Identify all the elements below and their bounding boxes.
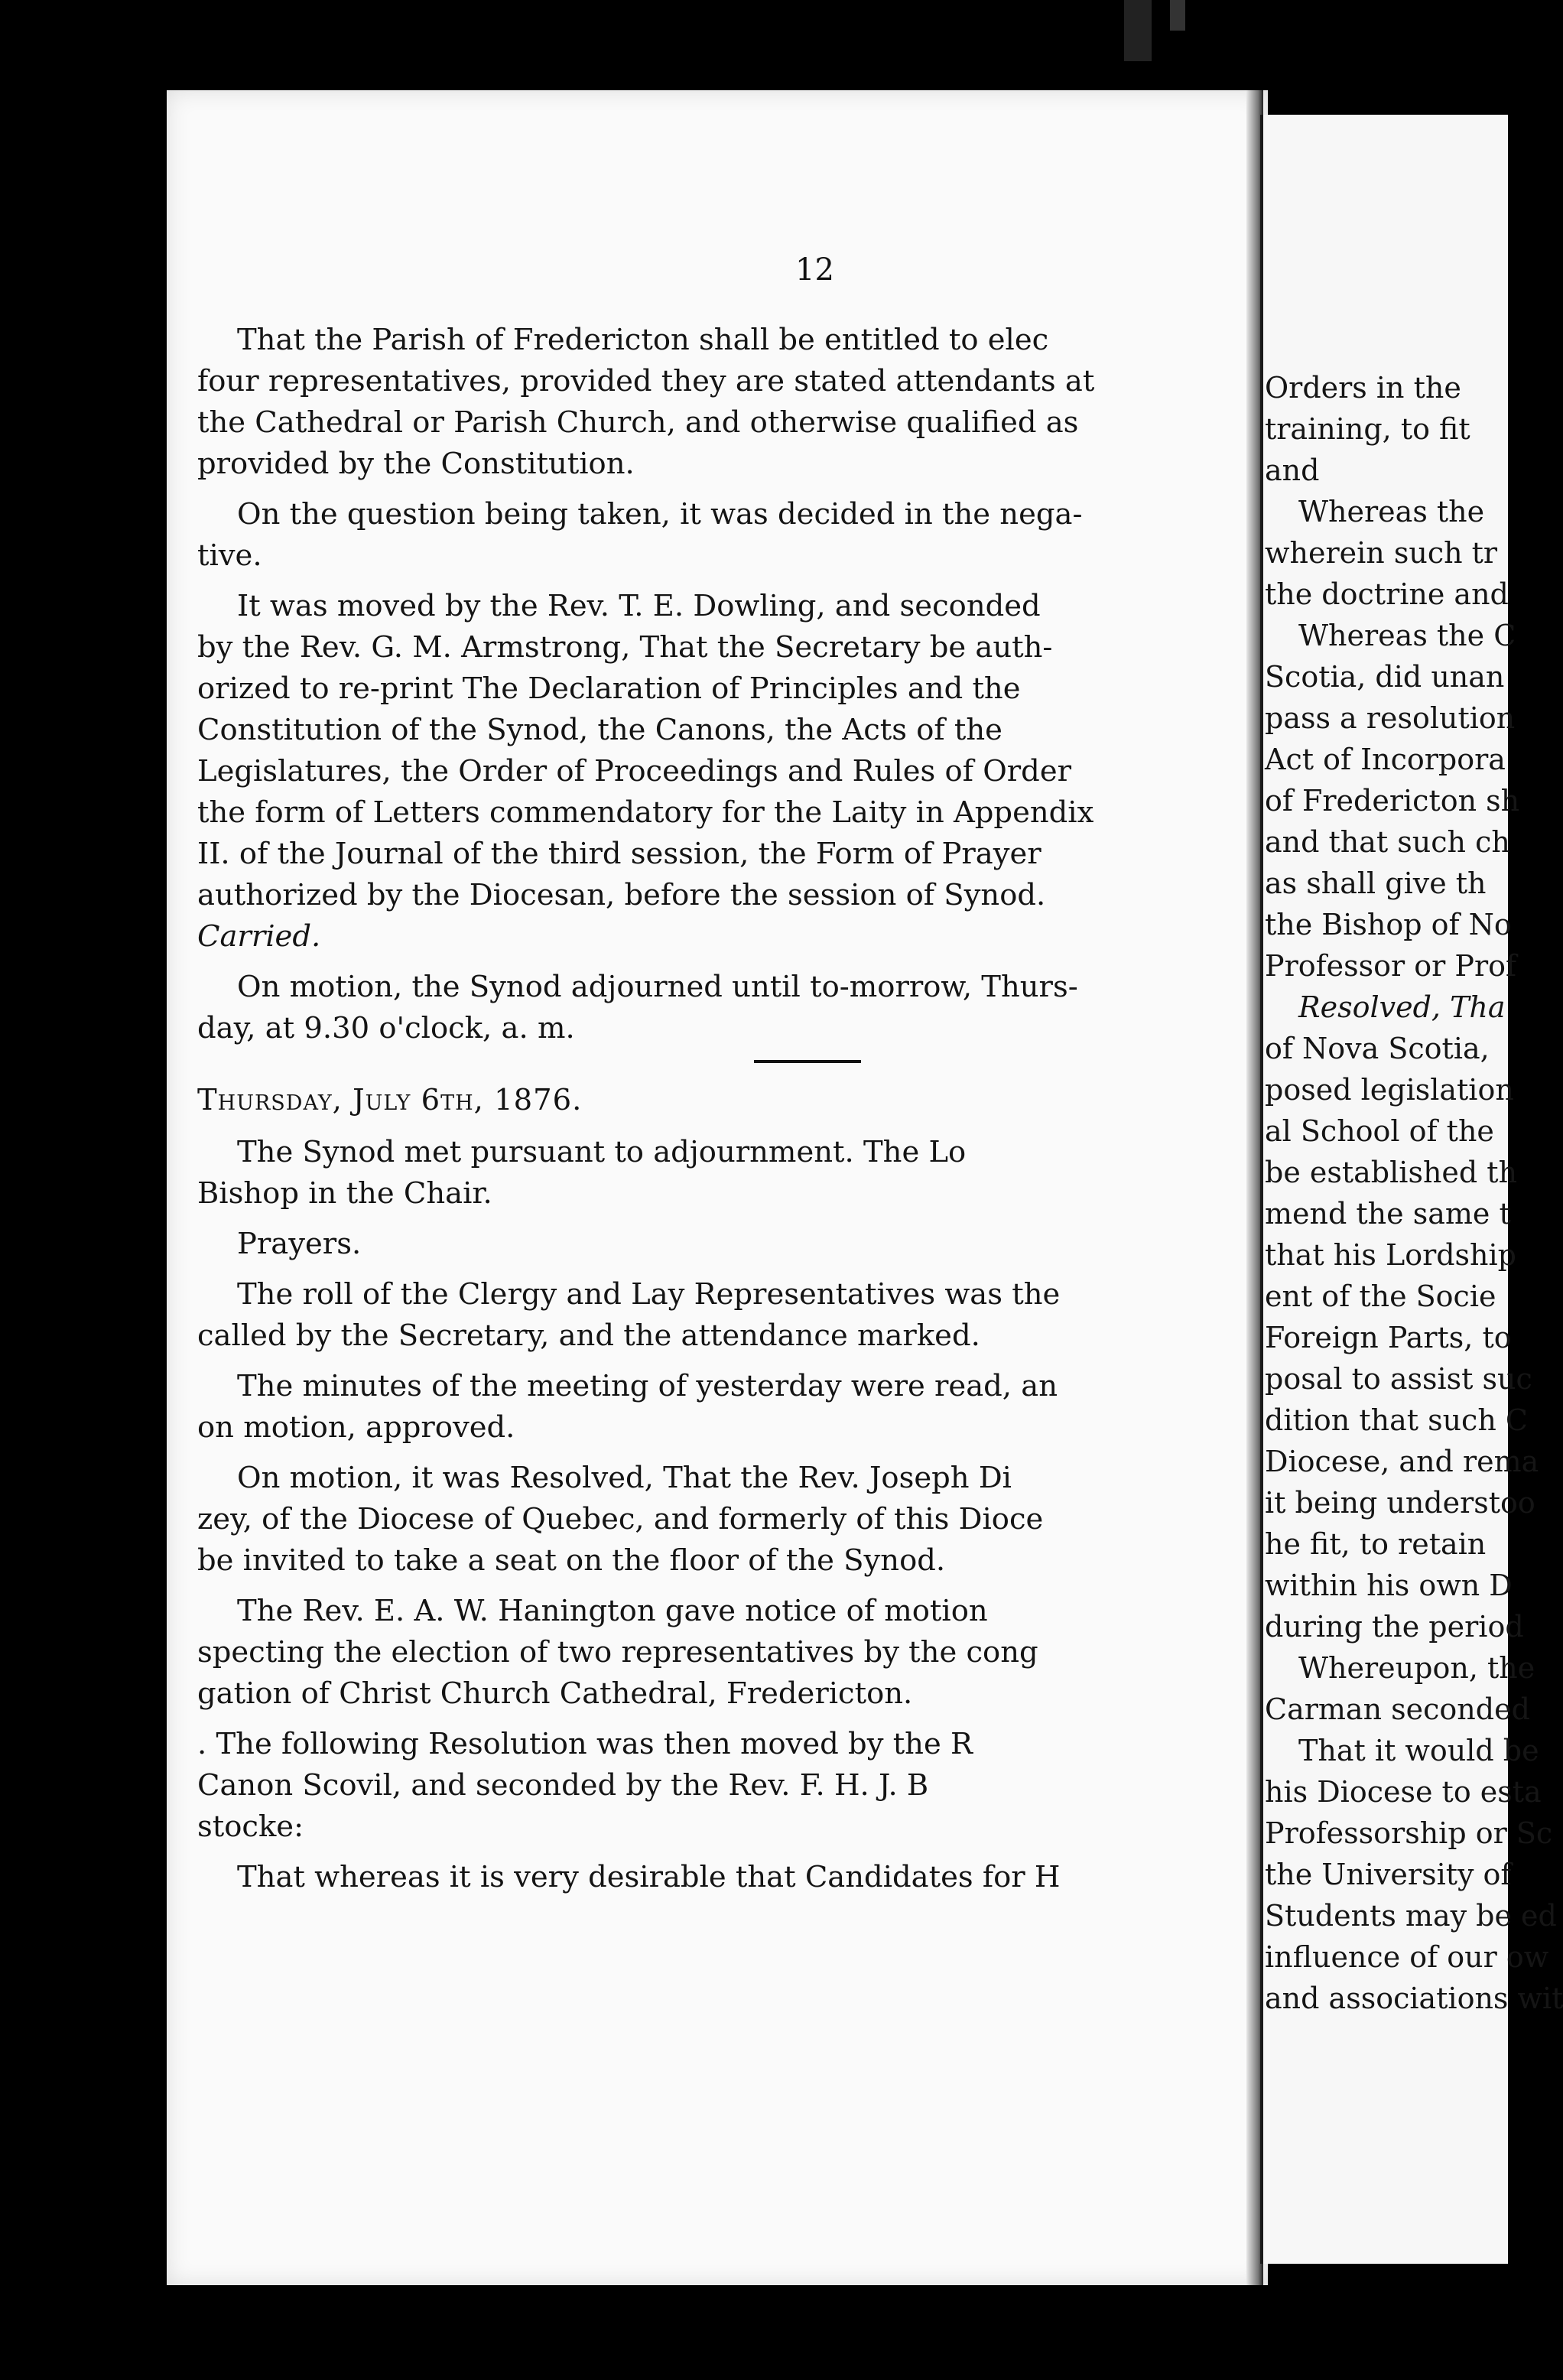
- right-text-line: posal to assist suc: [1265, 1362, 1532, 1396]
- text-line: On motion, it was Resolved, That the Rev. Joseph Di: [237, 1461, 1012, 1495]
- text-line: on motion, approved.: [197, 1410, 515, 1445]
- text-line: On the question being taken, it was decided in the nega-: [237, 497, 1083, 532]
- paragraph-synod-met: [197, 1132, 1246, 1214]
- paragraph-whereas-candidates: [197, 1857, 1246, 1898]
- right-text-line: wherein such tr: [1265, 536, 1498, 570]
- text-line: orized to re-print The Declaration of Principles and the: [197, 671, 1021, 706]
- right-text-line: al School of the: [1265, 1114, 1494, 1148]
- paragraph-moved-dowling: [197, 586, 1246, 958]
- text-line: It was moved by the Rev. T. E. Dowling, and seconded: [237, 589, 1041, 623]
- paragraph-question-taken: [197, 494, 1246, 577]
- right-text-line: and: [1265, 454, 1320, 487]
- right-text-line: Scotia, did unan: [1265, 660, 1505, 694]
- right-text-line: Foreign Parts, to: [1265, 1321, 1512, 1354]
- text-line: That whereas it is very desirable that Candidates for H: [237, 1860, 1061, 1894]
- text-line: the Cathedral or Parish Church, and otherwise qualified as: [197, 405, 1079, 440]
- right-text-line: and associations wit: [1265, 1982, 1563, 2015]
- paragraph-prayers: [197, 1224, 1246, 1265]
- text-line: The minutes of the meeting of yesterday were read, an: [237, 1369, 1058, 1403]
- paragraph-resolution-moved: [197, 1724, 1246, 1848]
- text-line: provided by the Constitution.: [197, 447, 635, 481]
- right-text-line: training, to fit: [1265, 412, 1470, 446]
- text-line: II. of the Journal of the third session, the Form of Prayer: [197, 837, 1041, 871]
- right-text-line: be established th: [1265, 1156, 1518, 1189]
- right-text-line: of Nova Scotia,: [1265, 1032, 1490, 1065]
- right-text-line: That it would be: [1298, 1734, 1539, 1767]
- right-text-line: the doctrine and: [1265, 577, 1509, 611]
- left-page-text: [197, 320, 1246, 1907]
- text-line: Legislatures, the Order of Proceedings and Rules of Order: [197, 754, 1072, 788]
- right-text-line: it being understoo: [1265, 1486, 1535, 1520]
- right-text-line: dition that such C: [1265, 1403, 1528, 1437]
- text-line: stocke:: [197, 1809, 304, 1844]
- page-number: 12: [795, 252, 834, 288]
- section-divider: [754, 1060, 861, 1063]
- right-text-line: during the period: [1265, 1610, 1524, 1644]
- right-text-line: Act of Incorpora: [1265, 743, 1506, 776]
- right-text-line: influence of our ow: [1265, 1940, 1549, 1974]
- text-line-carried: Carried.: [197, 919, 321, 954]
- right-text-line: the Bishop of No: [1265, 908, 1512, 941]
- text-line: tive.: [197, 538, 262, 573]
- right-page-text: [1265, 367, 1563, 2019]
- text-line: four representatives, provided they are stated attendants at: [197, 364, 1095, 398]
- date-heading: Thursday, July 6th, 1876.: [197, 1083, 583, 1117]
- right-text-line: as shall give th: [1265, 866, 1487, 900]
- right-text-line: Whereas the C: [1298, 619, 1516, 652]
- text-line: called by the Secretary, and the attendance marked.: [197, 1318, 980, 1353]
- right-text-line: mend the same t: [1265, 1197, 1511, 1231]
- right-text-line: ent of the Socie: [1265, 1279, 1496, 1313]
- text-line: specting the election of two representatives by the cong: [197, 1635, 1038, 1670]
- text-line: . The following Resolution was then moved by the R: [197, 1727, 973, 1761]
- text-line: the form of Letters commendatory for the Laity in Appendix: [197, 795, 1094, 830]
- paragraph-resolved-joseph: [197, 1458, 1246, 1582]
- right-text-line: his Diocese to esta: [1265, 1775, 1542, 1809]
- right-text-line: posed legislation: [1265, 1073, 1514, 1107]
- right-text-line: Whereas the: [1298, 495, 1485, 528]
- right-text-line: and that such ch: [1265, 825, 1510, 859]
- right-text-line: Resolved, Tha: [1298, 990, 1506, 1024]
- paragraph-roll-call: [197, 1274, 1246, 1357]
- text-line: Bishop in the Chair.: [197, 1176, 492, 1211]
- right-text-line: pass a resolution: [1265, 701, 1516, 735]
- right-text-line: Orders in the: [1265, 371, 1461, 405]
- paragraph-hanington-notice: [197, 1591, 1246, 1715]
- right-text-line: that his Lordship: [1265, 1238, 1517, 1272]
- text-line: The Synod met pursuant to adjournment. The Lo: [237, 1135, 967, 1169]
- text-line: gation of Christ Church Cathedral, Fredericton.: [197, 1676, 913, 1711]
- text-line: be invited to take a seat on the floor of the Synod.: [197, 1543, 946, 1578]
- text-line: by the Rev. G. M. Armstrong, That the Secretary be auth-: [197, 630, 1053, 665]
- right-text-line: Professor or Prof: [1265, 949, 1517, 983]
- text-line: On motion, the Synod adjourned until to-morrow, Thurs-: [237, 970, 1078, 1004]
- text-line: Prayers.: [237, 1227, 362, 1261]
- text-line: The Rev. E. A. W. Hanington gave notice of motion: [237, 1594, 988, 1628]
- right-text-line: within his own D: [1265, 1569, 1513, 1602]
- paragraph-parish-fredericton: [197, 320, 1246, 485]
- text-line: Constitution of the Synod, the Canons, the Acts of the: [197, 713, 1002, 747]
- paragraph-adjourned: [197, 967, 1246, 1049]
- text-line: Canon Scovil, and seconded by the Rev. F. H. J. B: [197, 1768, 929, 1803]
- text-line: zey, of the Diocese of Quebec, and formerly of this Dioce: [197, 1502, 1044, 1536]
- film-edge-mark-small: [1170, 0, 1185, 31]
- right-text-line: the University of: [1265, 1858, 1512, 1891]
- film-edge-mark: [1124, 0, 1152, 61]
- right-text-line: Students may be ed: [1265, 1899, 1557, 1933]
- right-text-line: Whereupon, the: [1298, 1651, 1535, 1685]
- text-line: day, at 9.30 o'clock, a. m.: [197, 1011, 575, 1045]
- right-text-line: Diocese, and rema: [1265, 1445, 1539, 1478]
- text-line: The roll of the Clergy and Lay Representatives was the: [237, 1277, 1061, 1312]
- right-text-line: of Fredericton sh: [1265, 784, 1520, 818]
- paragraph-minutes: [197, 1366, 1246, 1448]
- right-text-line: Carman seconded: [1265, 1692, 1530, 1726]
- text-line: That the Parish of Fredericton shall be entitled to elec: [237, 323, 1049, 357]
- right-text-line: he fit, to retain: [1265, 1527, 1487, 1561]
- text-line: authorized by the Diocesan, before the session of Synod.: [197, 878, 1046, 912]
- right-text-line: Professorship or Sc: [1265, 1816, 1553, 1850]
